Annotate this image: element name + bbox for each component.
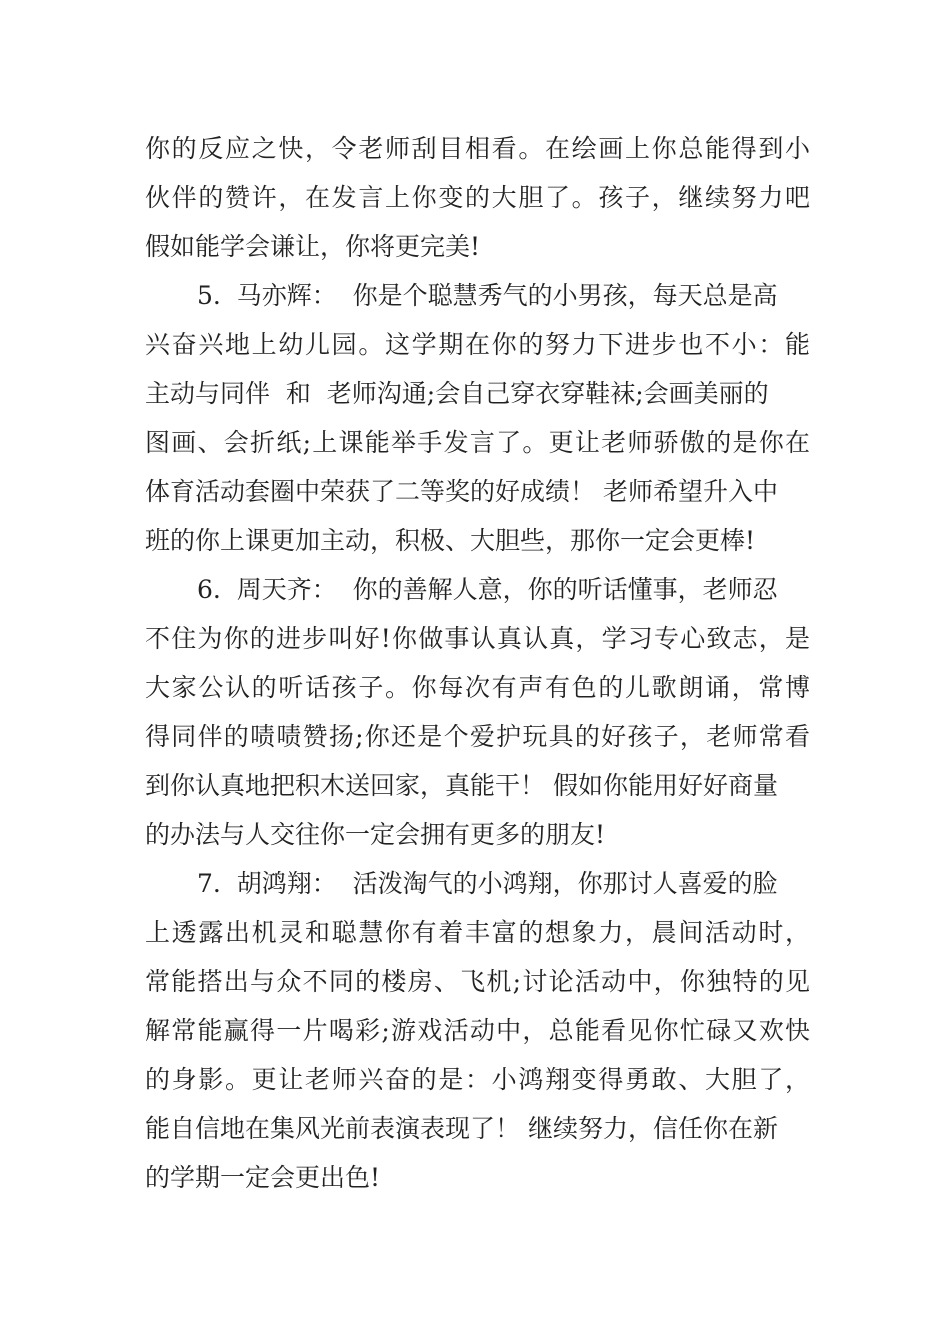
paragraph-item-6 [145, 565, 810, 859]
text-line: 体育活动套圈中荣获了二等奖的好成绩！ 老师希望升入中 [145, 477, 778, 506]
text-line: 解常能赢得一片喝彩;游戏活动中，总能看见你忙碌又欢快 [145, 1016, 810, 1045]
text-line: 上透露出机灵和聪慧你有着丰富的想象力，晨间活动时， [145, 918, 810, 947]
text-line: 到你认真地把积木送回家，真能干！ 假如你能用好好商量 [145, 771, 778, 800]
text-line: 不住为你的进步叫好!你做事认真认真，学习专心致志，是 [145, 624, 810, 653]
text-line: 大家公认的听话孩子。你每次有声有色的儿歌朗诵，常博 [145, 673, 810, 702]
text-line: 常能搭出与众不同的楼房、飞机;讨论活动中，你独特的见 [145, 967, 810, 996]
text-line: 你的反应之快，令老师刮目相看。在绘画上你总能得到小 [145, 134, 810, 163]
paragraph-item-5 [145, 271, 810, 565]
text-line: 的身影。更让老师兴奋的是：小鸿翔变得勇敢、大胆了， [145, 1065, 810, 1094]
document-body [145, 124, 810, 1202]
text-line: 图画、会折纸;上课能举手发言了。更让老师骄傲的是你在 [145, 428, 810, 457]
paragraph-item-7 [145, 859, 810, 1202]
text-line: 的学期一定会更出色! [145, 1163, 381, 1192]
text-line: 假如能学会谦让，你将更完美! [145, 232, 481, 261]
text-line: 能自信地在集风光前表演表现了！ 继续努力，信任你在新 [145, 1114, 778, 1143]
text-line: 5. 马亦辉： 你是个聪慧秀气的小男孩，每天总是高 [197, 281, 778, 310]
text-line: 伙伴的赞许，在发言上你变的大胆了。孩子，继续努力吧 [145, 183, 810, 212]
text-line: 7. 胡鸿翔： 活泼淘气的小鸿翔，你那讨人喜爱的脸 [197, 869, 778, 898]
text-line: 6. 周天齐： 你的善解人意，你的听话懂事，老师忍 [197, 575, 778, 604]
text-line: 班的你上课更加主动，积极、大胆些，那你一定会更棒! [145, 526, 756, 555]
text-line: 兴奋兴地上幼儿园。这学期在你的努力下进步也不小：能 [145, 330, 810, 359]
paragraph-continued [145, 124, 810, 271]
text-line: 主动与同伴 和 老师沟通;会自己穿衣穿鞋袜;会画美丽的 [145, 379, 769, 408]
text-line: 的办法与人交往你一定会拥有更多的朋友! [145, 820, 606, 849]
text-line: 得同伴的啧啧赞扬;你还是个爱护玩具的好孩子，老师常看 [145, 722, 810, 751]
